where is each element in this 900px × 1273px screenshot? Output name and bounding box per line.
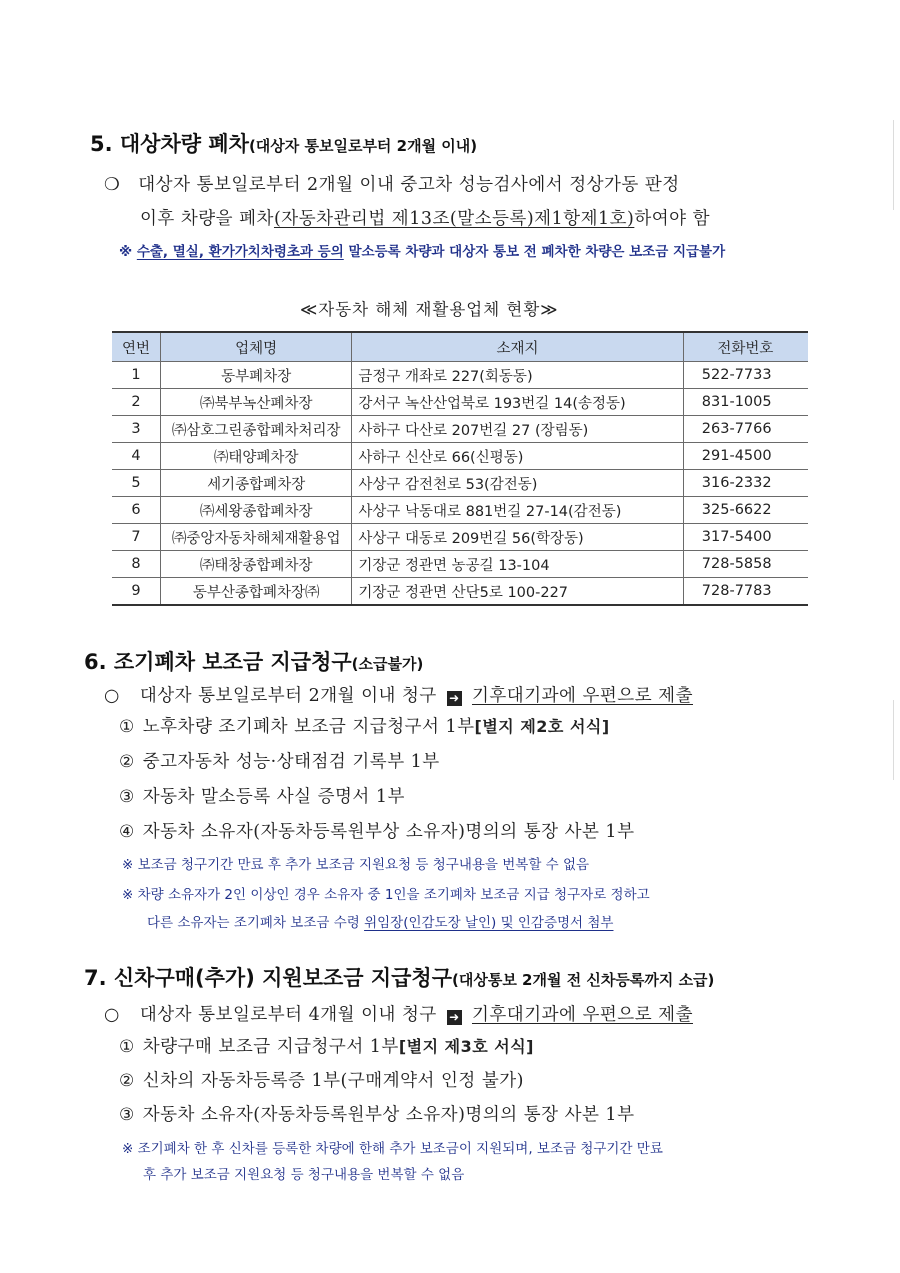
cell-company: ㈜태창종합폐차장 <box>161 551 352 578</box>
item-number: ④ <box>119 822 135 842</box>
section5-heading-sub: (대상자 통보일로부터 2개월 이내) <box>248 137 478 155</box>
hollow-bullet-icon: ○ <box>104 686 120 706</box>
table-row <box>112 470 808 497</box>
table-row <box>112 497 808 524</box>
form-reference: [별지 제2호 서식] <box>474 717 610 736</box>
section6-heading <box>84 646 423 676</box>
cell-number: 1 <box>112 362 161 389</box>
section5-note-rest: 말소등록 차량과 대상자 통보 전 폐차한 차량은 보조금 지급불가 <box>343 244 726 260</box>
section6-note1: ※ 보조금 청구기간 만료 후 추가 보조금 지원요청 등 청구내용을 번복할 수 없음 <box>122 857 590 873</box>
section6-note2-line2-pre: 다른 소유자는 조기폐차 보조금 수령 <box>147 915 365 931</box>
cell-address: 기장군 정관면 산단5로 100-227 <box>352 578 683 606</box>
item-text: 중고자동차 성능·상태점검 기록부 1부 <box>142 752 440 772</box>
item-number: ③ <box>119 1105 135 1125</box>
item-number: ② <box>119 752 135 772</box>
cell-number: 3 <box>112 416 161 443</box>
section5-heading <box>90 128 477 158</box>
cell-number: 6 <box>112 497 161 524</box>
item-number: ① <box>119 717 135 737</box>
cell-number: 8 <box>112 551 161 578</box>
col-header-number: 연번 <box>112 332 161 362</box>
col-header-company: 업체명 <box>161 332 352 362</box>
cell-phone: 291-4500 <box>683 443 808 470</box>
section7-note-line1: ※ 조기폐차 한 후 신차를 등록한 차량에 한해 추가 보조금이 지원되며, 보조금 청구기간 만료 <box>122 1141 663 1157</box>
section5-text-line2-post: 하여야 함 <box>634 209 711 229</box>
cell-phone: 522-7733 <box>683 362 808 389</box>
item-text: 차량구매 보조금 지급청구서 1부 <box>142 1037 399 1057</box>
section5-heading-main: 5. 대상차량 폐차 <box>90 132 249 156</box>
section7-item <box>119 1033 534 1058</box>
cell-address: 강서구 녹산산업북로 193번길 14(송정동) <box>352 389 683 416</box>
item-text: 자동차 말소등록 사실 증명서 1부 <box>142 787 405 807</box>
section5-text-line1: 대상자 통보일로부터 2개월 이내 중고차 성능검사에서 정상가동 판정 <box>138 175 680 195</box>
cell-company: 동부폐차장 <box>161 362 352 389</box>
table-row <box>112 416 808 443</box>
cell-number: 4 <box>112 443 161 470</box>
section7-heading <box>84 962 714 992</box>
scan-margin-line <box>893 700 894 780</box>
cell-number: 9 <box>112 578 161 606</box>
recycler-table <box>112 331 808 606</box>
table-row <box>112 362 808 389</box>
cell-phone: 728-5858 <box>683 551 808 578</box>
arrow-right-icon: ➜ <box>447 1010 462 1025</box>
section5-law-reference: (자동차관리법 제13조(말소등록)제1항제1호) <box>273 209 635 229</box>
item-number: ① <box>119 1037 135 1057</box>
item-number: ③ <box>119 787 135 807</box>
item-text: 자동차 소유자(자동차등록원부상 소유자)명의의 통장 사본 1부 <box>142 1105 635 1125</box>
section7-claim-text: 대상자 통보일로부터 4개월 이내 청구 <box>139 1005 437 1025</box>
arrow-right-icon: ➜ <box>447 691 462 706</box>
cell-company: ㈜중앙자동차해체재활용업 <box>161 524 352 551</box>
section5-text-line2-pre: 이후 차량을 폐차 <box>140 209 274 229</box>
cell-phone: 831-1005 <box>683 389 808 416</box>
section7-item <box>119 1067 524 1092</box>
section6-note2-underlined: 위임장(인감도장 날인) 및 인감증명서 첨부 <box>364 915 614 931</box>
form-reference: [별지 제3호 서식] <box>398 1037 534 1056</box>
cell-address: 사하구 신산로 66(신평동) <box>352 443 683 470</box>
hollow-bullet-icon: ❍ <box>104 175 121 195</box>
table-row <box>112 524 808 551</box>
item-number: ② <box>119 1071 135 1091</box>
col-header-address: 소재지 <box>352 332 683 362</box>
section7-item <box>119 1101 634 1126</box>
section6-note2-line2 <box>147 911 613 931</box>
cell-address: 사상구 대동로 209번길 56(학장동) <box>352 524 683 551</box>
section7-claim-line <box>104 1001 693 1026</box>
section6-claim-line <box>104 682 693 707</box>
cell-company: 세기종합폐차장 <box>161 470 352 497</box>
cell-phone: 325-6622 <box>683 497 808 524</box>
item-text: 자동차 소유자(자동차등록원부상 소유자)명의의 통장 사본 1부 <box>142 822 635 842</box>
section7-heading-main: 7. 신차구매(추가) 지원보조금 지급청구 <box>84 966 453 990</box>
table-title: ≪자동차 해체 재활용업체 현황≫ <box>300 300 559 319</box>
cell-address: 사상구 감전천로 53(감전동) <box>352 470 683 497</box>
table-row <box>112 389 808 416</box>
table-header-row <box>112 332 808 362</box>
section7-heading-sub: (대상통보 2개월 전 신차등록까지 소급) <box>452 971 715 989</box>
cell-number: 5 <box>112 470 161 497</box>
cell-phone: 316-2332 <box>683 470 808 497</box>
section6-heading-sub: (소급불가) <box>351 655 424 673</box>
section6-item <box>119 818 634 843</box>
section6-item <box>119 783 405 808</box>
cell-address: 사상구 낙동대로 881번길 27-14(감전동) <box>352 497 683 524</box>
note-mark: ※ <box>119 244 133 260</box>
cell-address: 금정구 개좌로 227(회동동) <box>352 362 683 389</box>
section5-bullet-line2 <box>140 205 710 230</box>
section5-bullet-line1 <box>104 171 680 196</box>
cell-company: 동부산종합폐차장㈜ <box>161 578 352 606</box>
section6-heading-main: 6. 조기폐차 보조금 지급청구 <box>84 650 352 674</box>
section6-submit-target: 기후대기과에 우편으로 제출 <box>471 686 693 706</box>
section5-note-underlined: 수출, 멸실, 환가가치차령초과 등의 <box>136 244 344 260</box>
cell-company: ㈜삼호그린종합폐차처리장 <box>161 416 352 443</box>
cell-company: ㈜세왕종합폐차장 <box>161 497 352 524</box>
section6-note2-line1: ※ 차량 소유자가 2인 이상인 경우 소유자 중 1인을 조기폐차 보조금 지급 청구자로 정하고 <box>122 887 650 903</box>
cell-phone: 317-5400 <box>683 524 808 551</box>
cell-company: ㈜태양폐차장 <box>161 443 352 470</box>
hollow-bullet-icon: ○ <box>104 1005 120 1025</box>
section6-item <box>119 713 610 738</box>
cell-address: 사하구 다산로 207번길 27 (장림동) <box>352 416 683 443</box>
section6-claim-text: 대상자 통보일로부터 2개월 이내 청구 <box>139 686 437 706</box>
cell-phone: 728-7783 <box>683 578 808 606</box>
cell-phone: 263-7766 <box>683 416 808 443</box>
section6-item <box>119 748 440 773</box>
item-text: 신차의 자동차등록증 1부(구매계약서 인정 불가) <box>142 1071 524 1091</box>
cell-number: 7 <box>112 524 161 551</box>
section5-note <box>119 240 725 260</box>
table-row <box>112 551 808 578</box>
section7-note-line2: 후 추가 보조금 지원요청 등 청구내용을 번복할 수 없음 <box>143 1167 465 1183</box>
item-text: 노후차량 조기폐차 보조금 지급청구서 1부 <box>142 717 475 737</box>
cell-company: ㈜북부녹산폐차장 <box>161 389 352 416</box>
section7-submit-target: 기후대기과에 우편으로 제출 <box>471 1005 693 1025</box>
table-row <box>112 443 808 470</box>
table-row <box>112 578 808 606</box>
scan-margin-line <box>893 120 894 210</box>
cell-number: 2 <box>112 389 161 416</box>
col-header-phone: 전화번호 <box>683 332 808 362</box>
cell-address: 기장군 정관면 농공길 13-104 <box>352 551 683 578</box>
